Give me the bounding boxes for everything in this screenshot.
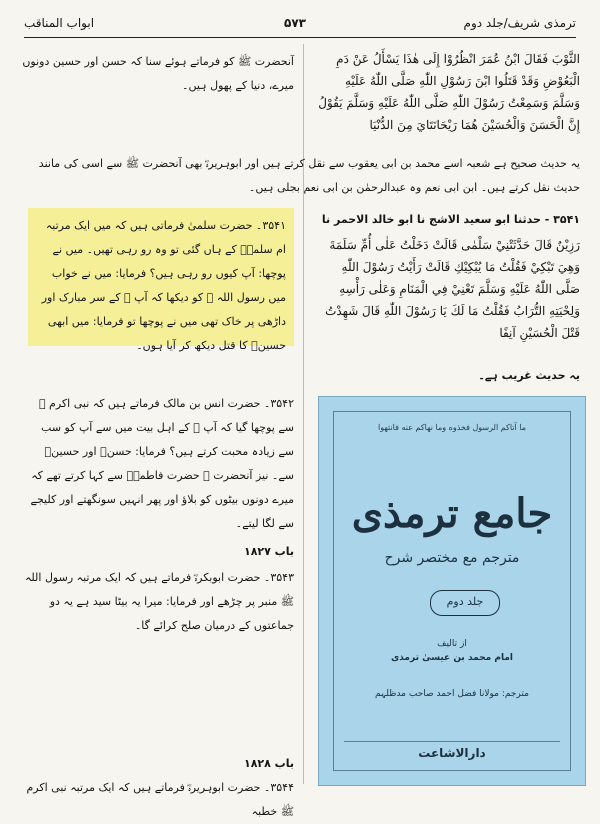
chapter-1828: باب ۱۸۲۸	[243, 757, 294, 770]
cover-publisher: دارالاشاعت	[344, 741, 560, 760]
hadith-3541-arabic: رَزِيْنٌ قَالَ حَدَّثَتْنِيْ سَلْمٰى قَالَتْ دَخَلْتُ عَلٰى أُمِّ سَلَمَةَ وَهِيَ تَبْكِيْ فَقُلْتُ مَا يُبْكِيْكِ قَالَتْ رَأَيْتُ رَسُوْلَ اللّٰهِ صَلَّى اللّٰهُ عَلَيْهِ وَسَلَّمَ تَعْنِيْ فِي الْمَنَامِ وَعَلٰى رَأْسِهِ وَلِحْيَتِهِ التُّرَابُ فَقُلْتُ مَا لَكَ يَا رَسُوْلَ اللّٰهِ قَالَ شَهِدْتُ قَتْلَ الْحُسَيْنِ آنِفًا	[325, 238, 580, 340]
header-chapter: ابواب المناقب	[24, 16, 95, 30]
hadith-3543: ۳۵۴۳۔ حضرت ابوبکرہؓ فرماتے ہیں کہ ایک مرتبہ رسول اللہ ﷺ منبر پر چڑھے اور فرمایا: میرا یہ بیٹا سید ہے یہ دو جماعتوں کے درمیان صلح کرائے گا۔	[24, 571, 294, 632]
page-number: ۵۷۳	[284, 16, 306, 30]
cover-verse: ما آتاكم الرسول فخذوه وما نهاكم عنه فانتهوا	[378, 423, 526, 432]
cover-volume-badge: جلد دوم	[430, 590, 500, 616]
urdu-text-top: آنحضرت ﷺ کو فرماتے ہوئے سنا کہ حسن اور حسین دونوں میرے، دنیا کے پھول ہیں۔	[22, 55, 294, 92]
arabic-text-top: الثَّوْبَ فَقَالَ ابْنُ عُمَرَ انْظُرُوْا إِلَى هٰذَا يَسْأَلُ عَنْ دَمِ الْبَعُوْضِ وَقَدْ قَتَلُوا ابْنَ رَسُوْلِ اللّٰهِ صَلَّى اللّٰهُ عَلَيْهِ وَسَلَّمَ وَسَمِعْتُ رَسُوْلَ اللّٰهِ صَلَّى اللّٰهُ عَلَيْهِ وَسَلَّمَ يَقُوْلُ إِنَّ الْحَسَنَ وَالْحُسَيْنَ هُمَا رَيْحَانَتَايَ مِنَ الدُّنْيَا	[318, 52, 580, 132]
hadith-grade-note: یہ حدیث صحیح ہے شعبہ اسے محمد بن ابی یعقوب سے نقل کرتے ہیں اور ابوہریرہؓ بھی آنحضرت ﷺ سے اسی کی مانند حدیث نقل کرتے ہیں۔ ابن ابی نعم وہ عبدالرحمٰن بن ابی نعم بجلی ہیں۔	[38, 157, 580, 194]
page-header	[24, 10, 576, 38]
highlighted-translation: ۳۵۴۱۔ حضرت سلمیٰ فرماتی ہیں کہ میں ایک مرتبہ ام سلمہؓ کے ہاں گئی تو وہ رو رہی تھیں۔ میں نے پوچھا: آپ کیوں رو رہی ہیں؟ فرمایا: میں نے خواب میں رسول اللہ ﷺ کو دیکھا کہ آپ ﷺ کے سر مبارک اور داڑھی پر خاک تھی میں نے پوچھا تو فرمایا: میں ابھی حسینؓ کا قتل دیکھ کر آیا ہوں۔	[28, 208, 294, 346]
cover-frame	[333, 411, 571, 771]
hadith-3542: ۳۵۴۲۔ حضرت انس بن مالک فرماتے ہیں کہ نبی اکرم ﷺ سے پوچھا گیا کہ آپ ﷺ کے اہل بیت میں سے آپ کو سب سے زیادہ محبت کرتے ہیں؟ فرمایا: حسنؓ اور حسینؓ سے۔ نیز آنحضرت ﷺ حضرت فاطمہؓ سے کہا کرتے تھے کہ میرے دونوں بیٹوں کو بلاؤ اور پھر انہیں سونگھتے اور کلیجے سے لگا لیتے۔	[30, 397, 294, 530]
cover-translator: مترجم: مولانا فضل احمد صاحب مدظلہم	[375, 689, 529, 699]
cover-author-label: از تالیف	[437, 639, 467, 649]
cover-title: جامع ترمذی	[351, 490, 553, 537]
header-book-title: ترمذی شریف/جلد دوم	[463, 16, 576, 30]
hadith-gharib-note: یہ حدیث غریب ہے۔	[478, 369, 580, 382]
book-cover-image	[318, 396, 586, 786]
chapter-1827: باب ۱۸۲۷	[243, 545, 294, 558]
cover-author: امام محمد بن عیسیٰ ترمذی	[390, 653, 514, 663]
hadith-3541-chain: ۳۵۴۱ - حدثنا ابو سعيد الاشج نا ابو خالد الاحمر نا	[321, 213, 580, 226]
hadith-3544: ۳۵۴۴۔ حضرت ابوہریرہؓ فرماتے ہیں کہ ایک مرتبہ نبی اکرم ﷺ خطبہ	[26, 781, 294, 818]
cover-subtitle: مترجم مع مختصر شرح	[384, 550, 520, 566]
